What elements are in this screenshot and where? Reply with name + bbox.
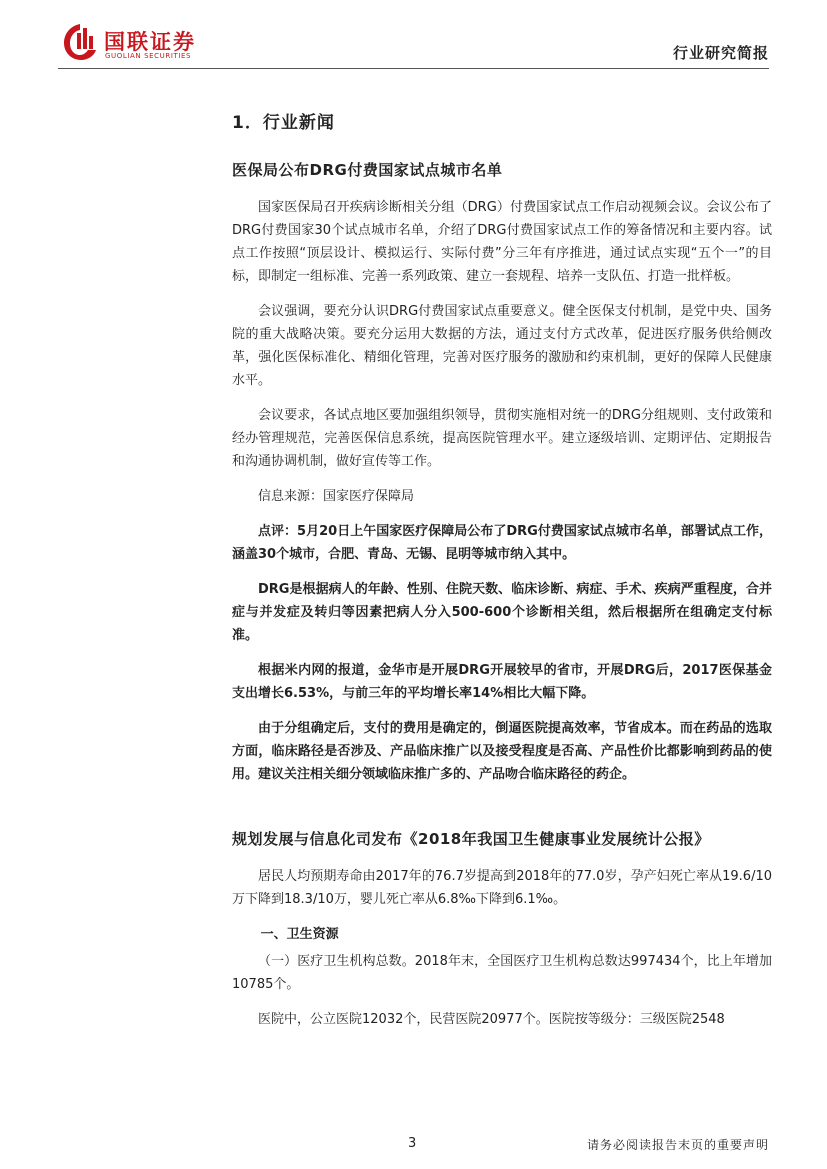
news-title-drg: 医保局公布DRG付费国家试点城市名单 — [232, 161, 503, 179]
guolian-logo-icon — [62, 22, 98, 62]
news-paragraph: 会议强调，要充分认识DRG付费国家试点重要意义。健全医保支付机制，是党中央、国务院的重大战略决策。要充分运用大数据的方法，通过支付方式改革，促进医疗服务供给侧改革，强化医保标准化、精细化管理，完善对医疗服务的激励和约束机制，更好的保障人民健康水平。 — [232, 304, 772, 388]
comment-paragraph: 根据米内网的报道，金华市是开展DRG开展较早的省市，开展DRG后，2017医保基金支出增长6.53%，与前三年的平均增长率14%相比大幅下降。 — [232, 663, 772, 701]
news-paragraph: 医院中，公立医院12032个，民营医院20977个。医院按等级分：三级医院2548 — [258, 1012, 725, 1027]
comment-paragraph: 点评：5月20日上午国家医疗保障局公布了DRG付费国家试点城市名单，部署试点工作，涵盖30个城市，合肥、青岛、无锡、昆明等城市纳入其中。 — [232, 524, 772, 562]
page-footer — [0, 1130, 827, 1160]
main-content — [232, 108, 772, 1043]
company-logo — [62, 22, 222, 62]
page-header — [0, 0, 827, 70]
section-title: 1．行业新闻 — [232, 113, 335, 133]
news-source: 信息来源：国家医疗保障局 — [258, 489, 415, 504]
news-title-health-statistics: 规划发展与信息化司发布《2018年我国卫生健康事业发展统计公报》 — [232, 830, 710, 848]
news-paragraph: （一）医疗卫生机构总数。2018年末，全国医疗卫生机构总数达997434个，比上年增加10785个。 — [232, 954, 772, 992]
header-divider — [58, 68, 769, 69]
news-paragraph: 会议要求，各试点地区要加强组织领导，贯彻实施相对统一的DRG分组规则、支付政策和经办管理规范，完善医保信息系统，提高医院管理水平。建立逐级培训、定期评估、定期报告和沟通协调机制，做好宣传等工作。 — [232, 408, 772, 469]
news-paragraph: 居民人均预期寿命由2017年的76.7岁提高到2018年的77.0岁，孕产妇死亡率从19.6/10万下降到18.3/10万，婴儿死亡率从6.8‰下降到6.1‰。 — [232, 869, 772, 907]
section-gap — [232, 798, 772, 828]
page-number: 3 — [408, 1136, 417, 1151]
logo-english-name: GUOLIAN SECURITIES — [105, 52, 192, 60]
comment-paragraph: 由于分组确定后，支付的费用是确定的，倒逼医院提高效率，节省成本。而在药品的选取方面，临床路径是否涉及、产品临床推广以及接受程度是否高、产品性价比都影响到药品的使用。建议关注相关细分领域临床推广多的、产品吻合临床路径的药企。 — [232, 721, 772, 782]
logo-chinese-name: 国联证券 — [104, 30, 196, 54]
report-type-label: 行业研究简报 — [672, 44, 769, 62]
footer-disclaimer: 请务必阅读报告末页的重要声明 — [586, 1138, 769, 1152]
sub-heading: 一、卫生资源 — [260, 927, 339, 942]
news-paragraph: 国家医保局召开疾病诊断相关分组（DRG）付费国家试点工作启动视频会议。会议公布了DRG付费国家30个试点城市名单，介绍了DRG付费国家试点工作的筹备情况和主要内容。试点工作按照“顶层设计、模拟运行、实际付费”分三年有序推进，通过试点实现“五个一”的目标，即制定一组标准、完善一系列政策、建立一套规程、培养一支队伍、打造一批样板。 — [232, 200, 772, 284]
comment-paragraph: DRG是根据病人的年龄、性别、住院天数、临床诊断、病症、手术、疾病严重程度，合并症与并发症及转归等因素把病人分入500-600个诊断相关组，然后根据所在组确定支付标准。 — [232, 582, 772, 643]
